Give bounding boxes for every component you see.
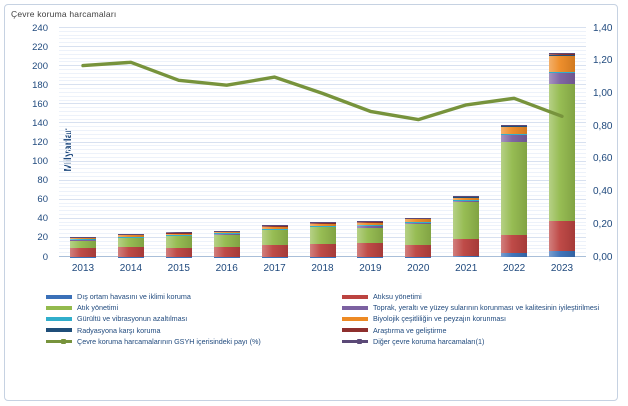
legend-item xyxy=(342,313,599,324)
left-axis-tick: 100 xyxy=(32,156,48,168)
left-axis-tick: 0 xyxy=(42,251,48,263)
x-axis-tick: 2018 xyxy=(311,263,334,274)
x-axis-tick: 2023 xyxy=(550,263,574,274)
x-axis-tick: 2017 xyxy=(263,263,286,274)
left-axis-tick: 220 xyxy=(32,41,48,53)
x-axis-tick: 2016 xyxy=(215,263,238,274)
legend-label: Gürültü ve vibrasyonun azaltılması xyxy=(77,314,188,324)
line-marker-dot-icon xyxy=(357,339,362,344)
right-axis-tick: 1,40 xyxy=(593,22,613,34)
x-axis-tick: 2022 xyxy=(502,263,526,274)
legend-label: Toprak, yeraltı ve yüzey sularının korunması ve kalitesinin iyileştirilmesi xyxy=(373,303,600,313)
legend-item xyxy=(342,336,599,347)
left-axis-tick: 240 xyxy=(32,22,48,34)
x-axis-tick: 2015 xyxy=(167,263,190,274)
right-axis-tick: 0,00 xyxy=(593,251,613,263)
x-axis-tick: 2020 xyxy=(407,263,430,274)
legend-label: Dış ortam havasını ve iklimi koruma xyxy=(77,292,191,302)
legend-item xyxy=(46,336,261,347)
legend-column-2 xyxy=(342,291,599,347)
legend-label: Çevre koruma harcamalarının GSYH içerisindeki payı (%) xyxy=(77,336,261,346)
legend-item xyxy=(342,291,599,302)
left-axis-tick: 120 xyxy=(32,137,48,148)
chart-title: Çevre koruma harcamaları xyxy=(11,9,117,19)
left-axis-tick: 160 xyxy=(32,98,48,110)
legend-item xyxy=(46,313,261,324)
line-marker-icon xyxy=(46,340,72,343)
legend-item xyxy=(46,291,261,302)
right-axis-tick: 0,40 xyxy=(593,186,613,198)
chart-frame xyxy=(4,4,618,401)
series-swatch-icon xyxy=(342,295,368,299)
line-marker-dot-icon xyxy=(61,339,66,344)
legend-label: Radyasyona karşı koruma xyxy=(77,325,161,335)
series-swatch-icon xyxy=(342,317,368,321)
line-marker-icon xyxy=(342,340,368,343)
left-axis-tick: 80 xyxy=(37,175,48,187)
legend-label: Biyolojik çeşitliliğin ve peyzajın korunması xyxy=(373,314,507,324)
x-axis-tick: 2021 xyxy=(455,263,478,274)
x-axis-tick: 2019 xyxy=(359,263,382,274)
series-swatch-icon xyxy=(342,306,368,310)
plot-area xyxy=(32,22,613,274)
series-swatch-icon xyxy=(46,317,72,321)
series-swatch-icon xyxy=(342,328,368,332)
right-axis-tick: 0,60 xyxy=(593,153,613,165)
series-swatch-icon xyxy=(46,328,72,332)
legend-item xyxy=(46,302,261,313)
legend-item xyxy=(46,325,261,336)
x-axis-tick: 2014 xyxy=(119,263,143,274)
x-axis-tick: 2013 xyxy=(71,263,95,274)
legend-label: Atık yönetimi xyxy=(77,303,119,313)
left-axis-tick: 180 xyxy=(32,79,48,91)
legend-column-1 xyxy=(46,291,261,347)
series-swatch-icon xyxy=(46,306,72,310)
right-axis-tick: 0,80 xyxy=(593,120,613,132)
series-swatch-icon xyxy=(46,295,72,299)
right-axis-tick: 1,00 xyxy=(593,87,613,99)
right-axis-tick: 0,20 xyxy=(593,218,613,230)
left-axis-tick: 20 xyxy=(37,232,48,244)
legend-label: Diğer çevre koruma harcamaları(1) xyxy=(373,336,485,346)
legend-item xyxy=(342,325,599,336)
left-axis-tick: 60 xyxy=(37,194,48,206)
legend-item xyxy=(342,302,599,313)
right-axis-tick: 1,20 xyxy=(593,55,613,67)
legend-label: Atıksu yönetimi xyxy=(373,292,422,302)
legend-label: Araştırma ve geliştirme xyxy=(373,325,447,335)
left-axis-tick: 140 xyxy=(32,117,48,129)
gdp-share-line xyxy=(59,28,586,257)
left-axis-tick: 200 xyxy=(32,60,48,72)
left-axis-tick: 40 xyxy=(37,213,48,225)
